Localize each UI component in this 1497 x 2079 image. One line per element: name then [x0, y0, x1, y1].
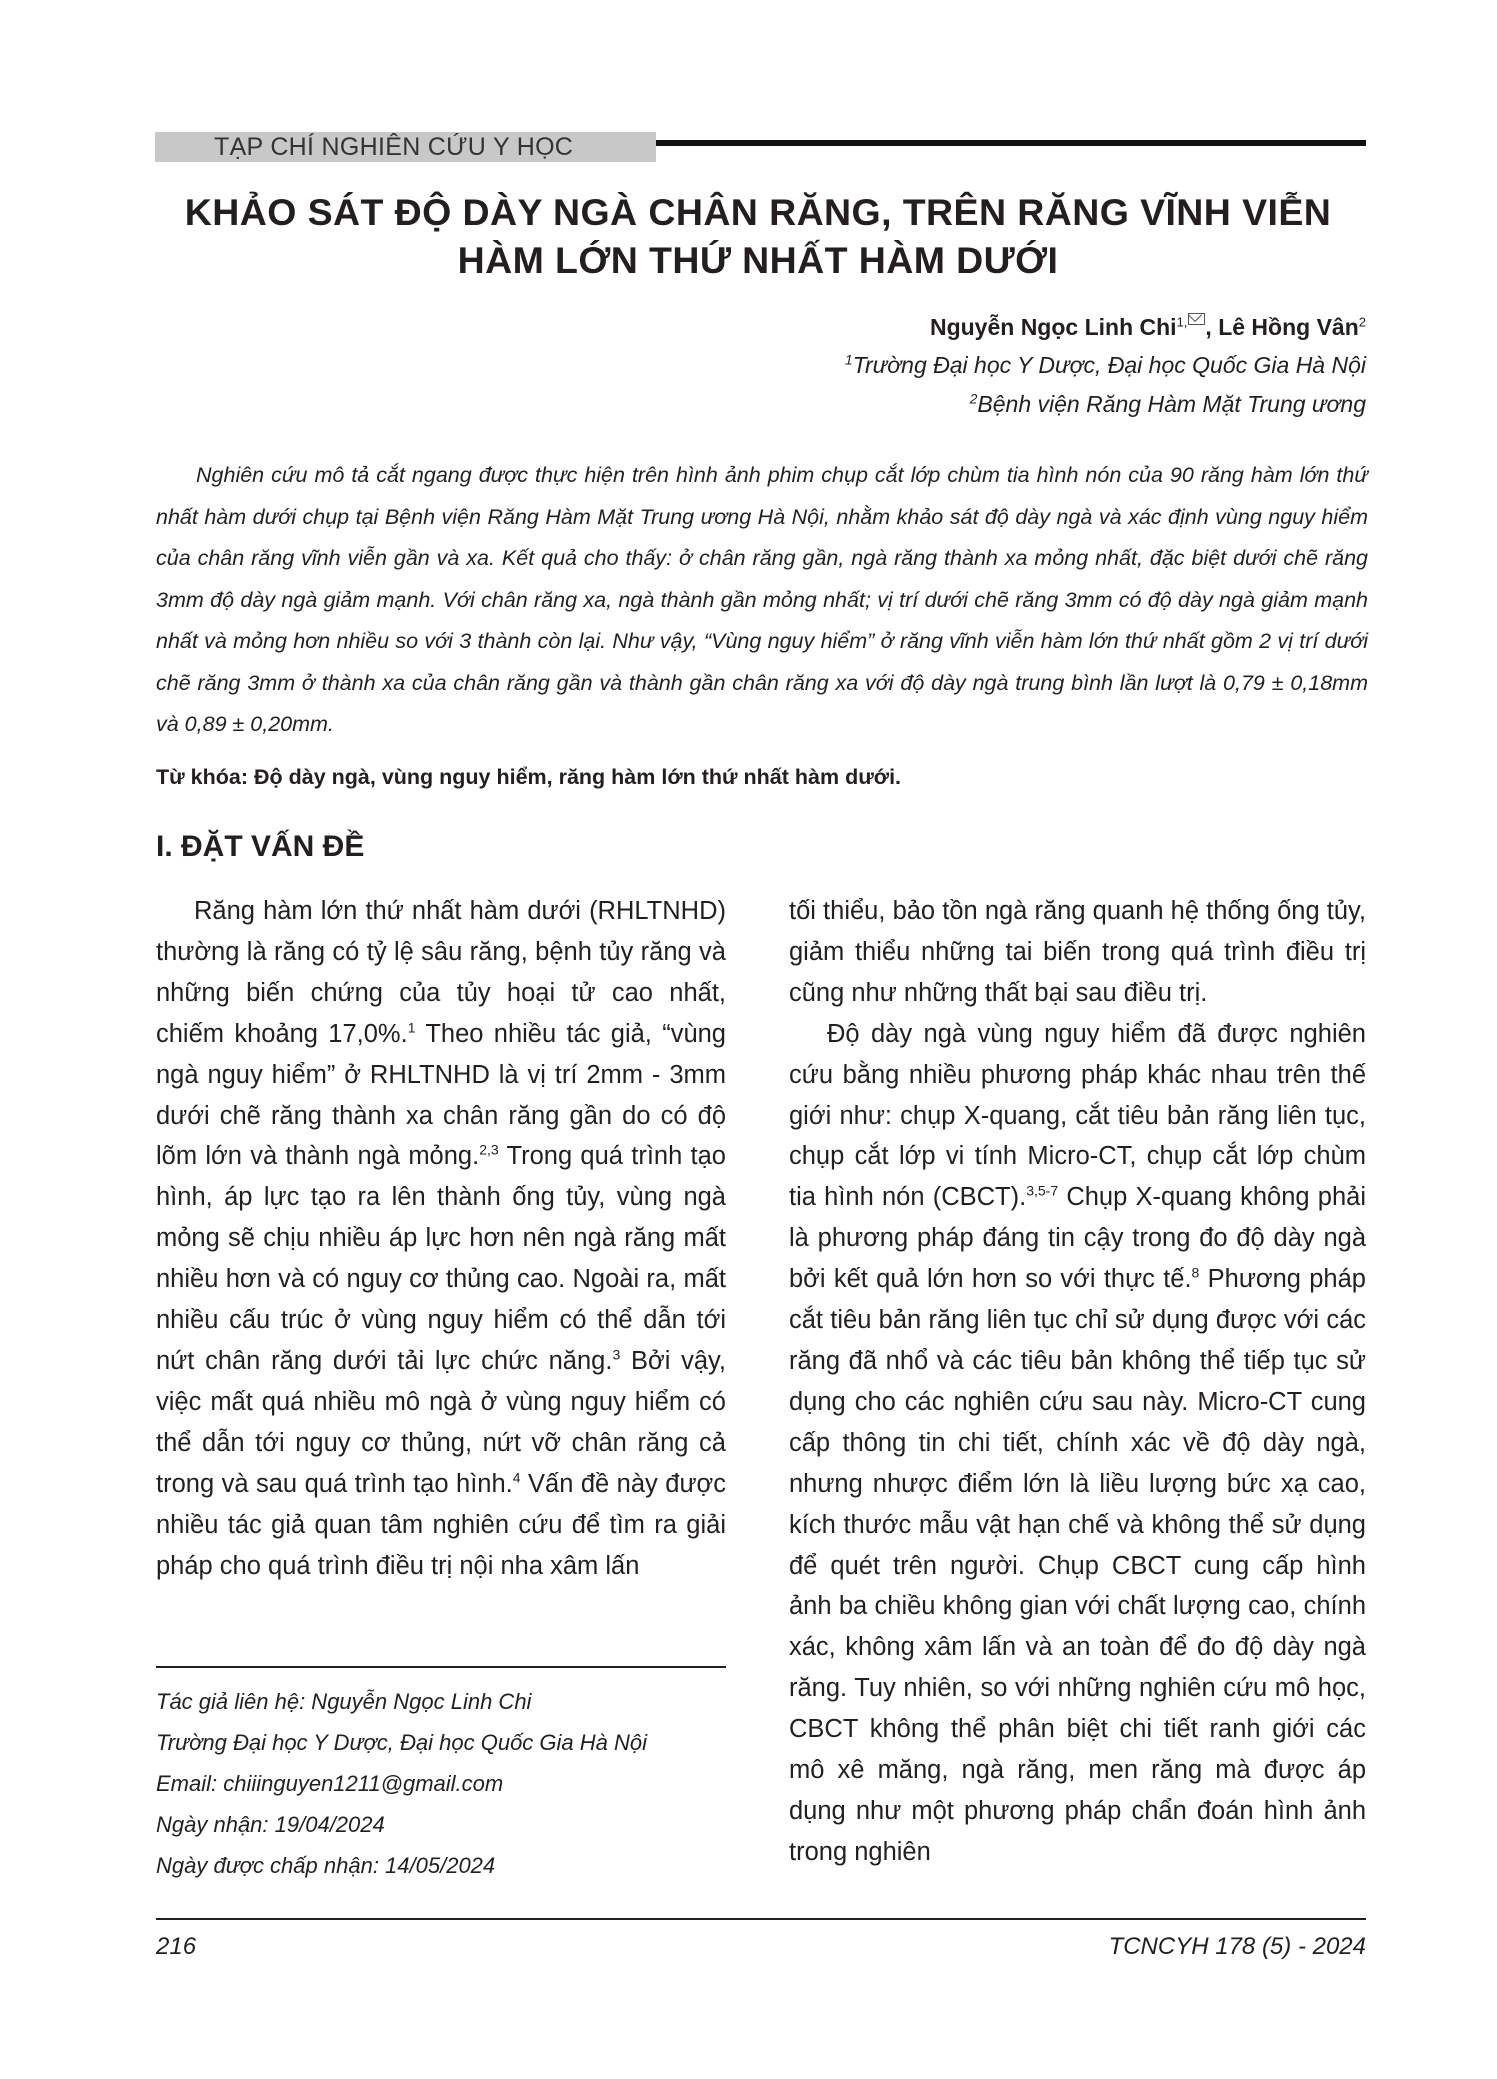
citation: 8: [1191, 1264, 1200, 1281]
footnote-received: Ngày nhận: 19/04/2024: [156, 1812, 385, 1837]
footnote-accepted: Ngày được chấp nhận: 14/05/2024: [156, 1853, 496, 1878]
page-number: 216: [156, 1933, 197, 1960]
author-2-affil: 2: [1358, 314, 1366, 330]
author-1: Nguyễn Ngọc Linh Chi: [929, 314, 1177, 340]
author-2: Lê Hồng Vân: [1218, 314, 1359, 340]
text-run: Chụp X-quang không phải là phương pháp đáng tin cậy trong đo độ dày ngà bởi kết quả lớn hơn so với thực tế.: [789, 1183, 1366, 1294]
footnote-institution: Trường Đại học Y Dược, Đại học Quốc Gia Hà Nội: [156, 1730, 648, 1755]
section-heading: I. ĐẶT VẤN ĐỀ: [156, 830, 365, 863]
text-run: Độ dày ngà vùng nguy hiểm đã được nghiên cứu bằng nhiều phương pháp khác nhau trên thế giới như: chụp X-quang, cắt tiêu bản răng liên tục, chụp cắt lớp vi tính Micro-CT, chụp cắt lớp chùm tia hình nón (CBCT).: [789, 1019, 1366, 1212]
header-rule: [656, 140, 1366, 146]
paragraph: [156, 891, 726, 1586]
affiliation-1: [845, 350, 1366, 380]
affiliation-2-number: 2: [969, 390, 978, 407]
citation: 3,5-7: [1026, 1182, 1059, 1199]
citation: 2,3: [479, 1141, 499, 1158]
mail-icon: [1188, 313, 1205, 325]
article-title: [150, 188, 1366, 284]
footnote-contact: Tác giả liên hệ: Nguyễn Ngọc Linh Chi: [156, 1689, 532, 1714]
abstract: Nghiên cứu mô tả cắt ngang được thực hiện trên hình ảnh phim chụp cắt lớp chùm tia hình nón của 90 răng hàm lớn thứ nhất hàm dưới chụp tại Bệnh viện Răng Hàm Mặt Trung ương Hà Nội, nhằm khảo sát độ dày ngà và xác định vùng nguy hiểm của chân răng vĩnh viễn gần và xa. Kết quả cho thấy: ở chân răng gần, ngà răng thành xa mỏng nhất, đặc biệt dưới chẽ răng 3mm độ dày ngà giảm mạnh. Với chân răng xa, ngà thành gần mỏng nhất; vị trí dưới chẽ răng 3mm có độ dày ngà giảm mạnh nhất và mỏng hơn nhiều so với 3 thành còn lại. Như vậy, “Vùng nguy hiểm” ở răng vĩnh viễn hàm lớn thứ nhất gồm 2 vị trí dưới chẽ răng 3mm ở thành xa của chân răng gần và thành gần chân răng xa với độ dày ngà trung bình lần lượt là 0,79 ± 0,18mm và 0,89 ± 0,20mm.: [156, 463, 1368, 736]
affiliation-1-number: 1: [844, 351, 853, 368]
correspondence-footnote: [156, 1681, 647, 1886]
author-line: Nguyễn Ngọc Linh Chi$^{1,}$ , Lê Hồng Vân$^2$: [929, 314, 1366, 340]
title-line-1: KHẢO SÁT ĐỘ DÀY NGÀ CHÂN RĂNG, TRÊN RĂNG VĨNH VIỄN: [184, 191, 1332, 233]
footer-rule: [156, 1918, 1366, 1920]
citation: 3: [612, 1346, 621, 1363]
author-1-affil: 1,: [1176, 314, 1188, 330]
journal-reference: TCNCYH 178 (5) - 2024: [1108, 1933, 1366, 1960]
body-column-right: [789, 891, 1366, 1873]
text-run: Trong quá trình tạo hình, áp lực tạo ra lên thành ống tủy, vùng ngà mỏng sẽ chịu nhiều áp lực hơn nên ngà răng mất nhiều hơn và có nguy cơ thủng cao. Ngoài ra, mất nhiều cấu trúc ở vùng nguy hiểm có thể dẫn tới nứt chân răng dưới tải lực chức năng.: [156, 1142, 726, 1375]
paragraph: tối thiểu, bảo tồn ngà răng quanh hệ thống ống tủy, giảm thiểu những tai biến trong quá trình điều trị cũng như những thất bại sau điều trị.: [789, 897, 1366, 1007]
title-line-2: HÀM LỚN THỨ NHẤT HÀM DƯỚI: [457, 239, 1059, 281]
affiliation-2-text: Bệnh viện Răng Hàm Mặt Trung ương: [977, 391, 1366, 417]
text-run: Răng hàm lớn thứ nhất hàm dưới (RHLTNHD) thường là răng có tỷ lệ sâu răng, bệnh tủy răng và những biến chứng của tủy hoại tử cao nhất, chiếm khoảng 17,0%.: [156, 897, 726, 1048]
footnote-email: Email: chiiinguyen1211@gmail.com: [156, 1771, 504, 1796]
paragraph: [789, 1014, 1366, 1873]
text-run: Phương pháp cắt tiêu bản răng liên tục chỉ sử dụng được với các răng đã nhổ và các tiêu bản không thể tiếp tục sử dụng cho các nghiên cứu sau này. Micro-CT cung cấp thông tin chi tiết, chính xác về độ dày ngà, nhưng nhược điểm lớn là liều lượng bức xạ cao, kích thước mẫu vật hạn chế và không thể sử dụng để quét trên người. Chụp CBCT cung cấp hình ảnh ba chiều không gian với chất lượng cao, chính xác, không xâm lấn và an toàn để đo độ dày ngà răng. Tuy nhiên, so với những nghiên cứu mô học, CBCT không thể phân biệt chi tiết ranh giới các mô xê măng, ngà răng, men răng mà được áp dụng như một phương pháp chẩn đoán hình ảnh trong nghiên: [789, 1265, 1366, 1866]
affiliation-1-text: Trường Đại học Y Dược, Đại học Quốc Gia Hà Nội: [852, 352, 1366, 378]
affiliation-2: [970, 389, 1366, 419]
citation: 1: [407, 1019, 416, 1036]
body-column-left: [156, 891, 726, 1586]
footnote-rule: [156, 1666, 726, 1668]
citation: 4: [512, 1469, 521, 1486]
text-run: Bởi vậy, việc mất quá nhiều mô ngà ở vùng nguy hiểm có thể dẫn tới nguy cơ thủng, nứt vỡ chân răng cả trong và sau quá trình tạo hình.: [156, 1346, 726, 1498]
journal-header: TẠP CHÍ NGHIÊN CỨU Y HỌC: [214, 133, 574, 161]
text-run: Theo nhiều tác giả, “vùng ngà nguy hiểm” ở RHLTNHD là vị trí 2mm - 3mm dưới chẽ răng thành xa chân răng gần do có độ lõm lớn và thành ngà mỏng.: [156, 1019, 726, 1171]
text-run: Vấn đề này được nhiều tác giả quan tâm nghiên cứu để tìm ra giải pháp cho quá trình điều trị nội nha xâm lấn: [156, 1469, 726, 1580]
keywords: Từ khóa: Độ dày ngà, vùng nguy hiểm, răng hàm lớn thứ nhất hàm dưới.: [156, 765, 902, 789]
